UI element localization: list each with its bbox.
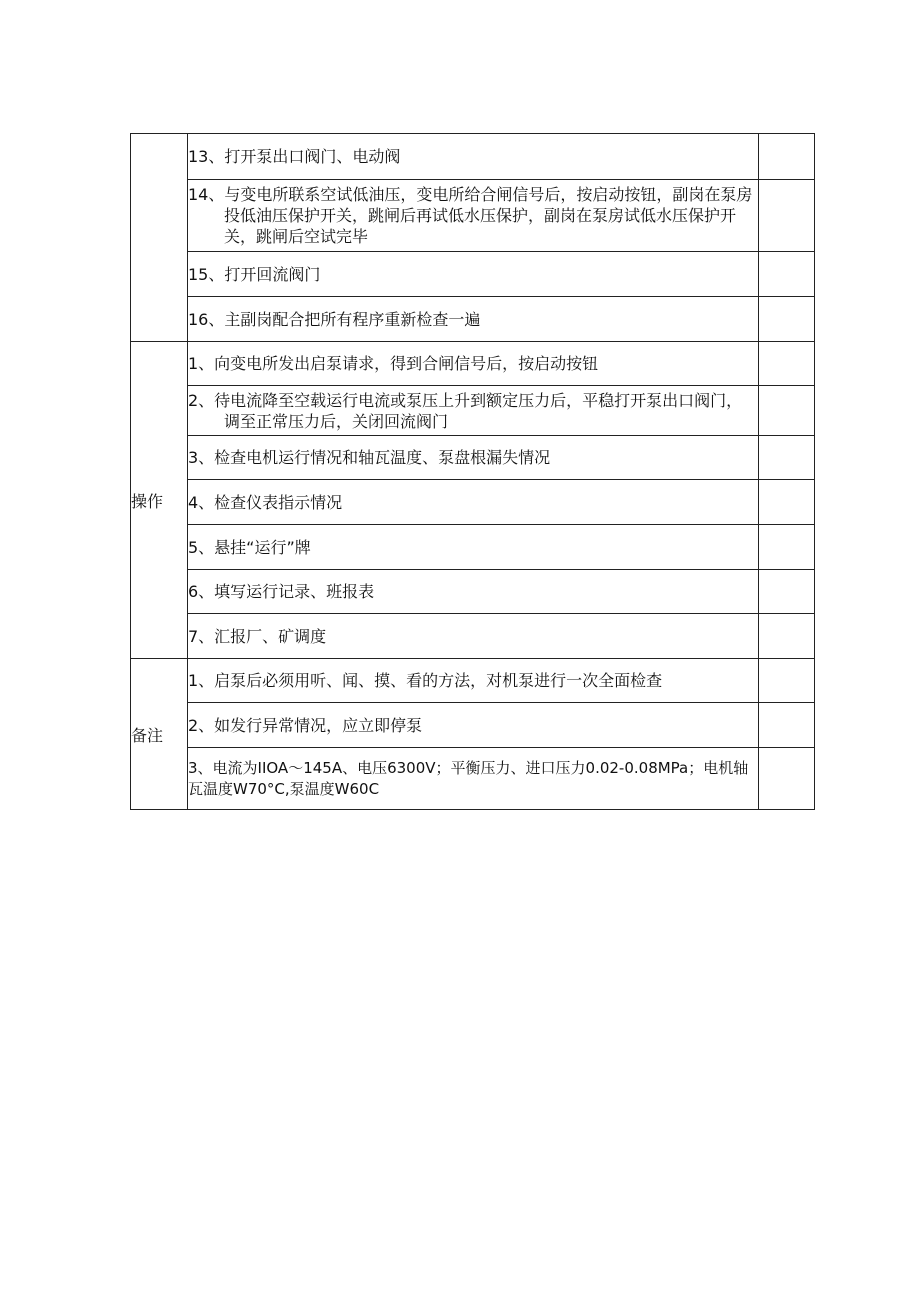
- check-cell: [759, 134, 815, 180]
- table-row: [131, 342, 815, 386]
- check-cell: [759, 386, 815, 436]
- check-cell: [759, 297, 815, 342]
- step-cell: 14、与变电所联系空试低油压，变电所给合闸信号后，按启动按钮，副岗在泵房投低油压保护开关，跳闸后再试低水压保护，副岗在泵房试低水压保护开关，跳闸后空试完毕: [188, 180, 759, 252]
- table-row: [131, 134, 815, 180]
- check-cell: [759, 614, 815, 659]
- table-row: [131, 297, 815, 342]
- step-cell: 4、检查仪表指示情况: [188, 480, 759, 525]
- check-cell: [759, 570, 815, 614]
- table-row: [131, 252, 815, 297]
- procedure-table: [130, 133, 815, 810]
- step-cell: 5、悬挂“运行”牌: [188, 525, 759, 570]
- section-label: [131, 134, 188, 342]
- step-cell: 16、主副岗配合把所有程序重新检查一遍: [188, 297, 759, 342]
- step-cell: 7、汇报厂、矿调度: [188, 614, 759, 659]
- step-cell: 1、向变电所发出启泵请求，得到合闸信号后，按启动按钮: [188, 342, 759, 386]
- step-cell: 2、如发行异常情况，应立即停泵: [188, 703, 759, 748]
- check-cell: [759, 436, 815, 480]
- table-row: [131, 748, 815, 810]
- section-label: 操作: [131, 342, 188, 659]
- check-cell: [759, 480, 815, 525]
- check-cell: [759, 659, 815, 703]
- table-row: [131, 386, 815, 436]
- table-row: [131, 614, 815, 659]
- table-row: [131, 436, 815, 480]
- table-row: [131, 703, 815, 748]
- check-cell: [759, 748, 815, 810]
- table-row: [131, 480, 815, 525]
- table-row: [131, 570, 815, 614]
- table-row: [131, 659, 815, 703]
- step-cell: 13、打开泵出口阀门、电动阀: [188, 134, 759, 180]
- step-cell: 3、电流为IIOA～145A、电压6300V；平衡压力、进口压力0.02-0.08MPa；电机轴瓦温度W70°C,泵温度W60C: [188, 748, 759, 810]
- section-label: 备注: [131, 659, 188, 810]
- check-cell: [759, 252, 815, 297]
- check-cell: [759, 703, 815, 748]
- check-cell: [759, 180, 815, 252]
- check-cell: [759, 342, 815, 386]
- step-cell: 6、填写运行记录、班报表: [188, 570, 759, 614]
- step-cell: 15、打开回流阀门: [188, 252, 759, 297]
- step-cell: 3、检查电机运行情况和轴瓦温度、泵盘根漏失情况: [188, 436, 759, 480]
- check-cell: [759, 525, 815, 570]
- table-row: [131, 180, 815, 252]
- step-cell: 2、待电流降至空载运行电流或泵压上升到额定压力后，平稳打开泵出口阀门，调至正常压力后，关闭回流阀门: [188, 386, 759, 436]
- step-cell: 1、启泵后必须用听、闻、摸、看的方法，对机泵进行一次全面检查: [188, 659, 759, 703]
- table-row: [131, 525, 815, 570]
